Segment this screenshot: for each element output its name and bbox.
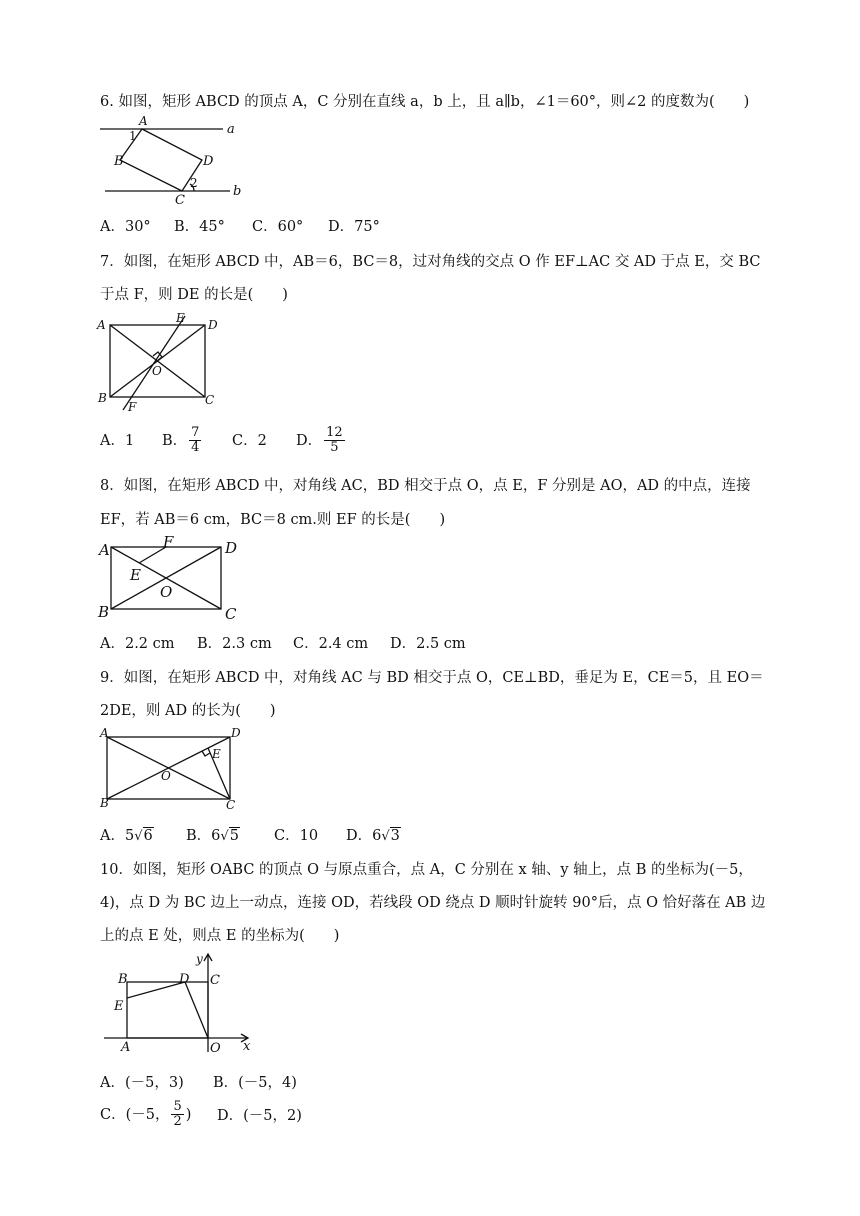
q6-option-b[interactable]: B．45° <box>174 219 225 235</box>
q7-figure <box>95 312 230 417</box>
q9-options <box>100 824 401 845</box>
label-D: D <box>179 972 190 987</box>
q7-option-b[interactable]: B． $\frac{7}{4}$ <box>162 425 200 456</box>
q6-figure <box>95 114 255 208</box>
q9-option-c[interactable]: C．10 <box>274 828 319 844</box>
q10-option-a[interactable]: A．(－5，3) <box>100 1075 184 1091</box>
label-O: O <box>161 769 171 783</box>
label-D: D <box>225 539 238 557</box>
label-B: B <box>98 391 107 405</box>
label-E: E <box>212 747 221 761</box>
label-D: D <box>231 726 241 740</box>
label-E: E <box>176 311 185 325</box>
label-B: B <box>100 796 109 810</box>
q10-figure <box>100 948 260 1058</box>
q7-options <box>100 426 347 456</box>
q7-stem-line2: 于点 F，则 DE 的长是( ) <box>100 287 288 303</box>
label-E: E <box>114 999 124 1014</box>
q9-stem-line2: 2DE，则 AD 的长为( ) <box>100 703 276 719</box>
q7-stem-line1: 7．如图，在矩形 ABCD 中，AB＝6，BC＝8，过对角线的交点 O 作 EF⊥AC 交 AD 于点 E，交 BC <box>100 254 761 270</box>
q10-option-d[interactable]: D．(－5，2) <box>217 1108 302 1125</box>
label-O: O <box>160 583 173 601</box>
label-C: C <box>210 973 220 988</box>
label-A: A <box>139 114 148 128</box>
label-D: D <box>208 318 218 332</box>
q10-options-row2 <box>100 1100 302 1130</box>
fraction: $\frac{7}{4}$ <box>191 425 200 456</box>
label-F: F <box>128 400 137 414</box>
right-angle-mark <box>202 751 210 756</box>
label-1: 1 <box>129 129 137 143</box>
label-O: O <box>210 1041 221 1056</box>
label-B: B <box>118 972 128 987</box>
label-C: C <box>205 393 215 407</box>
label-x: x <box>243 1039 251 1054</box>
q10-stem-line3: 上的点 E 处，则点 E 的坐标为( ) <box>100 928 340 944</box>
segment-de <box>127 982 185 998</box>
q7-option-d[interactable]: D． $\frac{12}{5}$ <box>296 425 343 456</box>
label-y: y <box>196 952 203 966</box>
label-D: D <box>203 154 214 169</box>
q10-option-b[interactable]: B．(－5，4) <box>213 1075 297 1091</box>
line-ef <box>123 316 185 410</box>
fraction: $\frac{5}{2}$ <box>173 1099 182 1130</box>
q10-option-c[interactable]: C．(－5， $\frac{5}{2}$ ) <box>100 1099 192 1130</box>
q9-option-b[interactable]: B．6√5 <box>186 828 239 844</box>
label-F: F <box>163 533 174 551</box>
q10-stem-line2: 4)，点 D 为 BC 边上一动点，连接 OD，若线段 OD 绕点 D 顺时针旋转 90°后，点 O 恰好落在 AB 边 <box>100 895 766 911</box>
label-A: A <box>97 318 106 332</box>
q9-figure <box>95 727 245 812</box>
label-2: 2 <box>190 176 198 190</box>
fraction: $\frac{12}{5}$ <box>326 425 343 456</box>
q10-stem-line1: 10．如图，矩形 OABC 的顶点 O 与原点重合，点 A，C 分别在 x 轴、y 轴上，点 B 的坐标为(－5， <box>100 862 753 878</box>
label-C: C <box>226 798 236 812</box>
label-B: B <box>114 154 124 169</box>
q8-option-c[interactable]: C．2.4 cm <box>293 636 369 652</box>
label-A: A <box>121 1040 131 1055</box>
q8-option-b[interactable]: B．2.3 cm <box>197 636 272 652</box>
q8-option-a[interactable]: A．2.2 cm <box>100 636 175 652</box>
q6-options <box>100 215 380 236</box>
q8-option-d[interactable]: D．2.5 cm <box>390 636 466 652</box>
q7-option-c[interactable]: C．2 <box>232 432 267 449</box>
label-a: a <box>227 122 235 137</box>
label-E: E <box>130 566 141 584</box>
q9-option-a[interactable]: A．5√6 <box>100 828 153 844</box>
q6-option-a[interactable]: A．30° <box>100 219 151 235</box>
q8-figure <box>97 533 247 623</box>
label-C: C <box>175 193 185 208</box>
q6-stem: 6. 如图，矩形 ABCD 的顶点 A，C 分别在直线 a，b 上，且 a∥b，∠1＝60°，则∠2 的度数为( ) <box>100 94 750 110</box>
segment-od <box>185 982 208 1038</box>
label-A: A <box>99 541 110 559</box>
label-A: A <box>100 726 109 740</box>
label-b: b <box>233 184 242 199</box>
q8-options <box>100 632 466 653</box>
segment-ef <box>139 547 166 563</box>
q10-options-row1 <box>100 1071 297 1092</box>
label-C: C <box>225 605 237 623</box>
q7-option-a[interactable]: A．1 <box>100 432 135 449</box>
q9-option-d[interactable]: D．6√3 <box>346 828 400 844</box>
q8-stem-line2: EF，若 AB＝6 cm，BC＝8 cm.则 EF 的长是( ) <box>100 512 446 528</box>
q6-option-d[interactable]: D．75° <box>328 219 380 235</box>
label-B: B <box>98 603 110 621</box>
q6-option-c[interactable]: C．60° <box>252 219 304 235</box>
q8-stem-line1: 8．如图，在矩形 ABCD 中，对角线 AC，BD 相交于点 O，点 E，F 分别是 AO，AD 的中点，连接 <box>100 478 751 494</box>
label-O: O <box>152 364 162 378</box>
q9-stem-line1: 9．如图，在矩形 ABCD 中，对角线 AC 与 BD 相交于点 O，CE⊥BD，垂足为 E，CE＝5，且 EO＝ <box>100 670 764 686</box>
